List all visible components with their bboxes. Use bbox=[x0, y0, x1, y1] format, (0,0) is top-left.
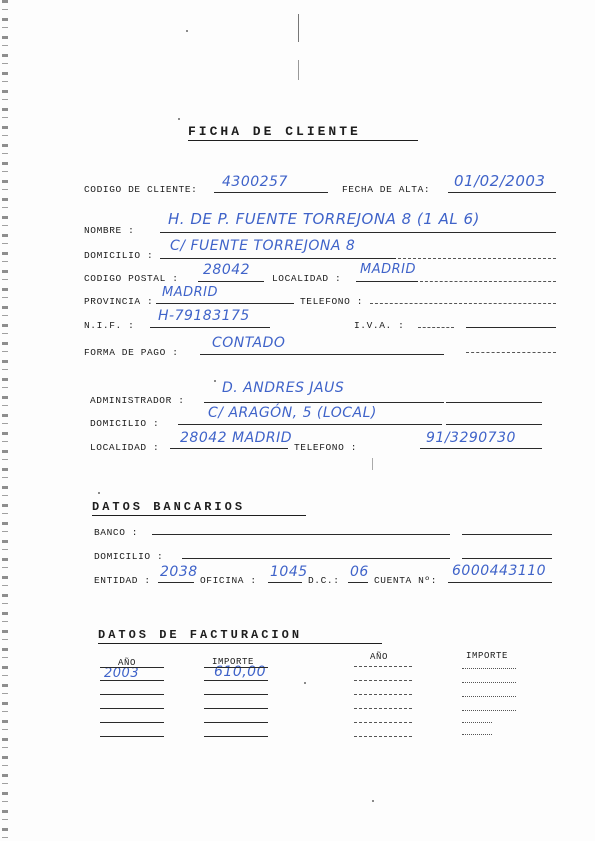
nif-label: N.I.F. : bbox=[84, 320, 135, 331]
administrator-value: D. ANDRES JAUS bbox=[222, 380, 345, 396]
bank-address-label: DOMICILIO : bbox=[94, 551, 164, 562]
province-value: MADRID bbox=[162, 285, 218, 300]
city-value: MADRID bbox=[360, 262, 416, 277]
admin-city-label: LOCALIDAD : bbox=[90, 442, 160, 453]
billing-title-underline bbox=[98, 643, 382, 644]
account-label: CUENTA Nº: bbox=[374, 575, 438, 586]
scan-mark bbox=[372, 458, 373, 470]
account-value: 6000443110 bbox=[452, 563, 547, 579]
entity-value: 2038 bbox=[160, 564, 198, 580]
nif-value: H-79183175 bbox=[158, 308, 250, 324]
bank-label: BANCO : bbox=[94, 527, 139, 538]
client-code-label: CODIGO DE CLIENTE: bbox=[84, 184, 198, 195]
client-code-value: 4300257 bbox=[222, 174, 288, 190]
name-value: H. DE P. FUENTE TORREJONA 8 (1 AL 6) bbox=[168, 210, 480, 228]
billing-col-amount-2: IMPORTE bbox=[466, 651, 509, 661]
admin-phone-value: 91/3290730 bbox=[426, 430, 516, 446]
billing-col-amount-1: IMPORTE bbox=[212, 657, 255, 667]
city-label: LOCALIDAD : bbox=[272, 273, 342, 284]
form-title: FICHA DE CLIENTE bbox=[188, 124, 361, 139]
phone-label: TELEFONO : bbox=[300, 296, 364, 307]
province-label: PROVINCIA : bbox=[84, 296, 154, 307]
branch-label: OFICINA : bbox=[200, 575, 257, 586]
billing-col-year-2: AÑO bbox=[370, 652, 389, 662]
address-value: C/ FUENTE TORREJONA 8 bbox=[170, 238, 356, 254]
payment-method-label: FORMA DE PAGO : bbox=[84, 347, 179, 358]
vat-label: I.V.A. : bbox=[354, 320, 405, 331]
branch-value: 1045 bbox=[270, 564, 308, 580]
billing-section-title: DATOS DE FACTURACION bbox=[98, 628, 303, 642]
entity-label: ENTIDAD : bbox=[94, 575, 151, 586]
scan-mark bbox=[298, 14, 299, 42]
billing-row-year: 2003 bbox=[104, 666, 140, 681]
admin-address-label: DOMICILIO : bbox=[90, 418, 160, 429]
billing-row-amount: 610,00 bbox=[214, 664, 266, 680]
title-underline bbox=[188, 140, 418, 141]
bank-title-underline bbox=[92, 515, 306, 516]
admin-phone-label: TELEFONO : bbox=[294, 442, 358, 453]
admin-city-value: 28042 MADRID bbox=[180, 430, 293, 446]
address-label: DOMICILIO : bbox=[84, 250, 154, 261]
postal-code-label: CODIGO POSTAL : bbox=[84, 273, 179, 284]
bank-section-title: DATOS BANCARIOS bbox=[92, 500, 246, 514]
scan-mark bbox=[298, 60, 299, 80]
scan-binding-edge bbox=[2, 0, 8, 841]
control-digit-label: D.C.: bbox=[308, 575, 340, 586]
name-label: NOMBRE : bbox=[84, 225, 135, 236]
signup-date-value: 01/02/2003 bbox=[454, 172, 546, 190]
postal-code-value: 28042 bbox=[203, 262, 251, 278]
billing-col-year-1: AÑO bbox=[118, 658, 137, 668]
control-digit-value: 06 bbox=[350, 564, 369, 580]
payment-method-value: CONTADO bbox=[212, 335, 286, 351]
administrator-label: ADMINISTRADOR : bbox=[90, 395, 185, 406]
admin-address-value: C/ ARAGÓN, 5 (LOCAL) bbox=[208, 405, 377, 421]
signup-date-label: FECHA DE ALTA: bbox=[342, 184, 431, 195]
